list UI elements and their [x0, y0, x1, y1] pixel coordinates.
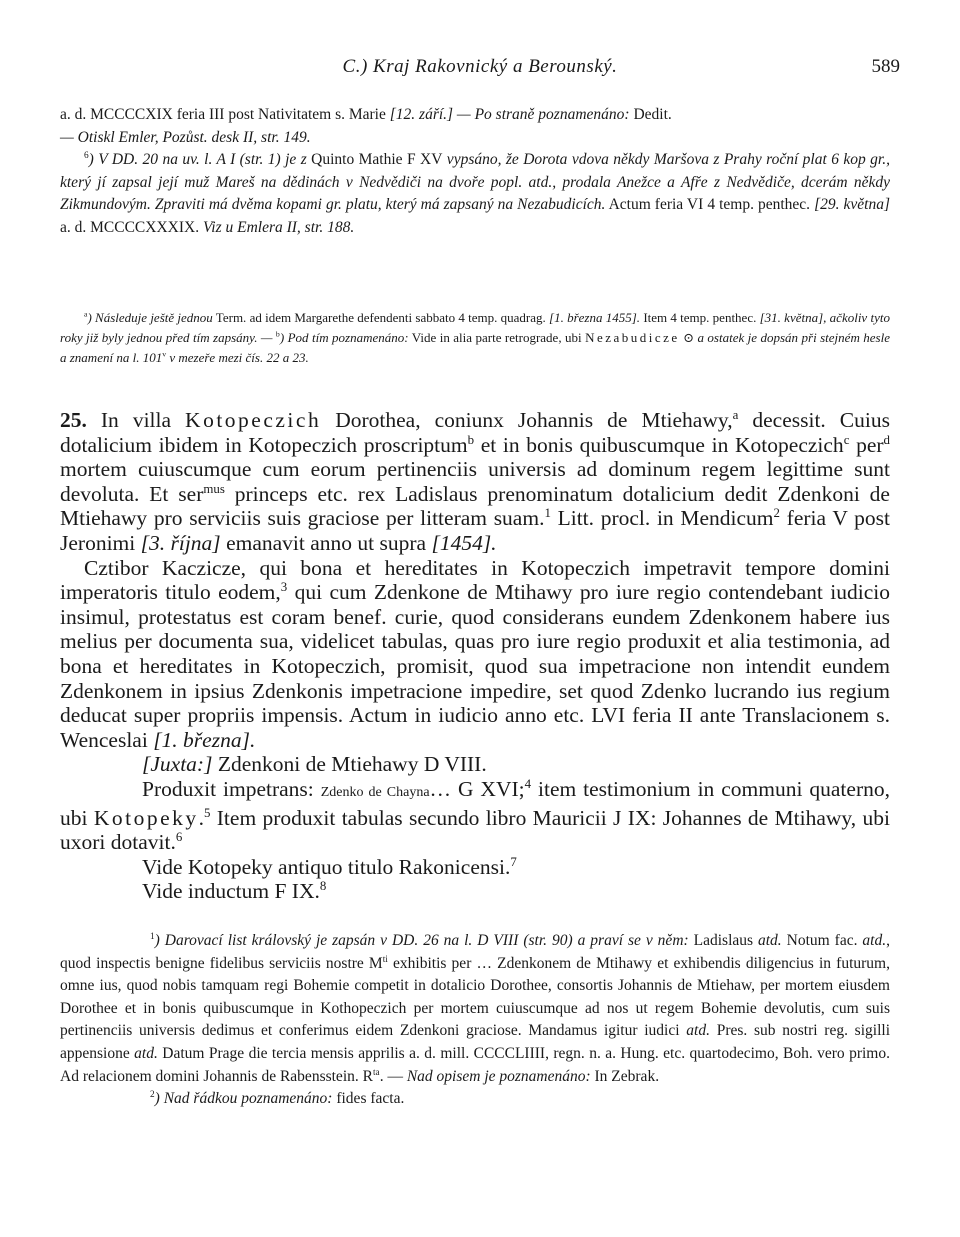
- entry-vide-1: Vide Kotopeky antiquo titulo Rakonicensi.$^7$: [142, 854, 517, 879]
- footnote-1: $^1$) Darovací list královský je zapsán v DD. 26 na l. D VIII (str. 90) a praví se v něm: Ladislaus atd. Notum fac. atd., quod inspectis benigne fidelibus serviciis nostre $M^{ti}$ exhibitis per … Zdenkonem de Mtihawy et exhibendis diligencius in futurum, omne ius, quod nobis tamquam regi Bohemie competit in dotalicio Dorothee, consortis Johannis de Mtiehaw, per mortem eiusdem Dorothee et in bonis quibuscumque in Kothopeczich per mortem cuiuscumque ad nos ut regem Bohemie devolutis, cum suis pertinenciis universis dedimus et conferimus eidem Zdenkoni graciose. Mandamus igitur iudici atd. Pres. sub nostri reg. sigilli appensione atd. Datum Prage die tercia mensis apprilis a. d. mill. CCCCLIIII, regn. n. a. Hung. etc. quartodecimo, Boh. vero primo. Ad relacionem domini Johannis de Rabensstein. $R^{ta}$. — Nad opisem je poznamenáno: In Zebrak.: [60, 931, 890, 1085]
- entry-paragraph-1: 25. In villa Kotopeczich Dorothea, coniunx Johannis de Mtiehawy,$^a$ decessit. Cuius dotalicium ibidem in Kotopeczich proscriptum$^b$ et in bonis quibuscumque in Kotopeczich$^c$ per$^d$ mortem cuiuscumque cum eorum pertinenciis universis ad dominum regem legittime sunt devoluta. Et ser$^{mus}$ princeps etc. rex Ladislaus prenominatum dotalicium dedit Zdenkoni de Mtiehawy pro serviciis suis graciose per litteram suam.$^1$ Litt. procl. in Mendicum$^2$ feria V post Jeronimi [3. října] emanavit anno ut supra [1454].: [60, 407, 890, 555]
- entry-vide-2: Vide inductum F IX.$^8$: [142, 879, 327, 904]
- letter-note-a-b: $^a$) Následuje ještě jednou Term. ad idem Margarethe defendenti sabbato 4 temp. quadrag. [1. března 1455]. Item 4 temp. penthec. [31. května], ačkoliv tyto roky již byly jednou před tím zapsány. — $^b$) Pod tím poznamenáno: Vide in alia parte retrograde, ubi Nezabudicze ⊙ a ostatek je dopsán při stejném hesle a znamení na l. 101$^v$ v mezeře mezi čís. 22 a 23.: [60, 309, 890, 365]
- letter-notes: [60, 308, 890, 368]
- entry-produxit: Produxit impetrans: Zdenko de Chayna… G XVI;$^4$ item testimonium in communi quaterno, ubi Kotopeky.$^5$ Item produxit tabulas secundo libro Mauricii J IX: Johannes de Mtihawy, ubi uxori dotavit.$^6$: [60, 776, 890, 855]
- footnote-6: $^6$) V DD. 20 na uv. l. A I (str. 1) je z Quinto Mathie F XV vypsáno, že Dorota vdova někdy Maršova z Prahy roční plat 6 kop gr., který jí zapsal její muž Mareš na dědinách v Nedvědiči na dvoře popl. atd., prodala Anežce a Afře z Nedvědiče, dcerám někdy Zikmundovým. Zpraviti má dvěma kopami gr. platu, který má zapsaný na Nezabudicích. Actum feria VI 4 temp. penthec. [29. května] a. d. MCCCCXXXIX. Viz u Emlera II, str. 188.: [60, 151, 891, 236]
- page-number: 589: [871, 56, 900, 77]
- entry-25: [60, 408, 890, 904]
- page-header: [60, 56, 900, 86]
- entry-number: 25.: [60, 408, 87, 432]
- footnotes: [60, 930, 890, 1111]
- place-name: Kotopeczich: [185, 408, 322, 432]
- entry-paragraph-2: Cztibor Kaczicze, qui bona et hereditates in Kotopeczich impetravit tempore domini imperatoris titulo eodem,$^3$ qui cum Zdenkone de Mtihawy pro iure regio contendebant iudicio insimul, protestatus est coram benef. curie, quod considerans eundem Zdenkonem habere ius melius per documenta sua, videlicet tabulas, quas pro iure regio produxit et alia testimonia, ad bona et hereditates in Kotopeczich, promisit, quod sua impetracione non intendit eundem Zdenkonem in ipsius Zdenkonis impetracione impedire, set quod Zdenko lucrando ius regium deducat super propriis impensis. Actum in iudicio anno etc. LVI feria II ante Translacionem s. Wenceslai [1. března].: [60, 555, 890, 752]
- running-title: C.) Kraj Rakovnický a Berounský.: [342, 56, 618, 77]
- note-continuation: a. d. MCCCCXIX feria III post Nativitatem s. Marie [12. září.] — Po straně poznamenáno: Dedit. — Otiskl Emler, Pozůst. desk II, str. 149.: [60, 106, 672, 146]
- footnote-2: $^2$) Nad řádkou poznamenáno: fides facta.: [150, 1090, 405, 1108]
- notes-top: [60, 104, 890, 240]
- entry-juxta: [Juxta:] Zdenkoni de Mtiehawy D VIII.: [142, 752, 487, 777]
